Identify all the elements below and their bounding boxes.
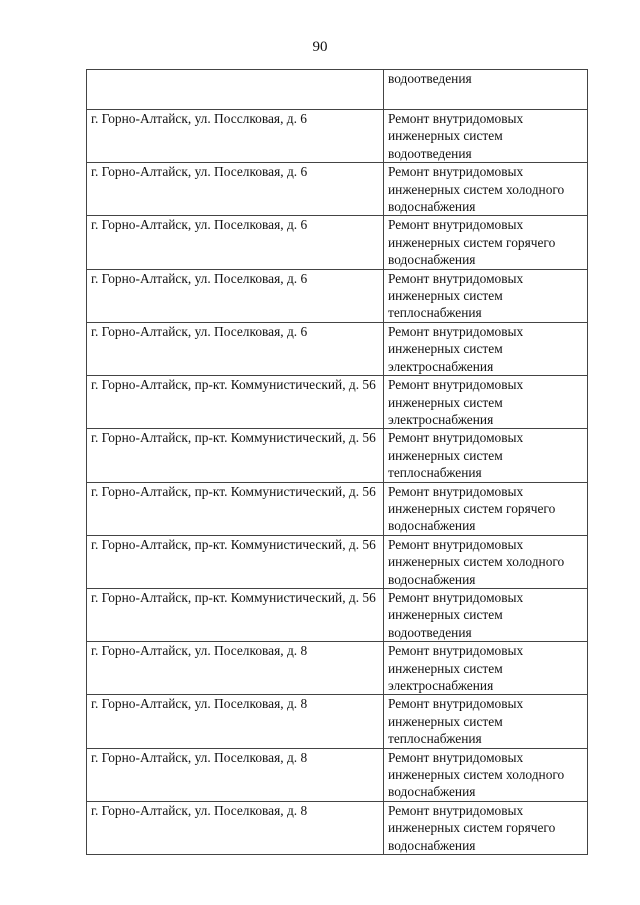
repair-works-table (86, 69, 588, 855)
table-row (87, 269, 588, 322)
work-type-cell: Ремонт внутридомовых инженерных систем теплоснабжения (384, 269, 588, 322)
work-type-cell: Ремонт внутридомовых инженерных систем электроснабжения (384, 642, 588, 695)
work-type-cell: Ремонт внутридомовых инженерных систем холодного водоснабжения (384, 163, 588, 216)
address-cell: г. Горно-Алтайск, ул. Поселковая, д. 6 (87, 269, 384, 322)
work-type-cell: Ремонт внутридомовых инженерных систем водоотведения (384, 110, 588, 163)
table-row (87, 482, 588, 535)
address-cell (87, 70, 384, 110)
table-row (87, 695, 588, 748)
work-type-cell: Ремонт внутридомовых инженерных систем холодного водоснабжения (384, 748, 588, 801)
address-cell: г. Горно-Алтайск, ул. Поселковая, д. 6 (87, 216, 384, 269)
work-type-cell: водоотведения (384, 70, 588, 110)
address-cell: г. Горно-Алтайск, ул. Поселковая, д. 8 (87, 748, 384, 801)
address-cell: г. Горно-Алтайск, ул. Поселковая, д. 6 (87, 322, 384, 375)
table-row (87, 163, 588, 216)
table-row (87, 110, 588, 163)
address-cell: г. Горно-Алтайск, пр-кт. Коммунистический, д. 56 (87, 482, 384, 535)
table-row (87, 642, 588, 695)
address-cell: г. Горно-Алтайск, пр-кт. Коммунистический, д. 56 (87, 376, 384, 429)
work-type-cell: Ремонт внутридомовых инженерных систем горячего водоснабжения (384, 482, 588, 535)
address-cell: г. Горно-Алтайск, ул. Поселковая, д. 8 (87, 801, 384, 854)
table-row (87, 429, 588, 482)
address-cell: г. Горно-Алтайск, ул. Поселковая, д. 8 (87, 642, 384, 695)
work-type-cell: Ремонт внутридомовых инженерных систем водоотведения (384, 588, 588, 641)
work-type-cell: Ремонт внутридомовых инженерных систем горячего водоснабжения (384, 801, 588, 854)
address-cell: г. Горно-Алтайск, пр-кт. Коммунистический, д. 56 (87, 429, 384, 482)
page-number: 90 (312, 39, 328, 55)
address-cell: г. Горно-Алтайск, пр-кт. Коммунистический, д. 56 (87, 588, 384, 641)
table-row (87, 70, 588, 110)
address-cell: г. Горно-Алтайск, ул. Поселковая, д. 6 (87, 163, 384, 216)
work-type-cell: Ремонт внутридомовых инженерных систем холодного водоснабжения (384, 535, 588, 588)
work-type-cell: Ремонт внутридомовых инженерных систем электроснабжения (384, 322, 588, 375)
table-row (87, 748, 588, 801)
work-type-cell: Ремонт внутридомовых инженерных систем теплоснабжения (384, 695, 588, 748)
table-row (87, 588, 588, 641)
address-cell: г. Горно-Алтайск, ул. Посслковая, д. 6 (87, 110, 384, 163)
table-row (87, 376, 588, 429)
table-row (87, 216, 588, 269)
table-row (87, 535, 588, 588)
work-type-cell: Ремонт внутридомовых инженерных систем электроснабжения (384, 376, 588, 429)
address-cell: г. Горно-Алтайск, ул. Поселковая, д. 8 (87, 695, 384, 748)
work-type-cell: Ремонт внутридомовых инженерных систем горячего водоснабжения (384, 216, 588, 269)
work-type-cell: Ремонт внутридомовых инженерных систем теплоснабжения (384, 429, 588, 482)
table-row (87, 322, 588, 375)
address-cell: г. Горно-Алтайск, пр-кт. Коммунистический, д. 56 (87, 535, 384, 588)
table-row (87, 801, 588, 854)
